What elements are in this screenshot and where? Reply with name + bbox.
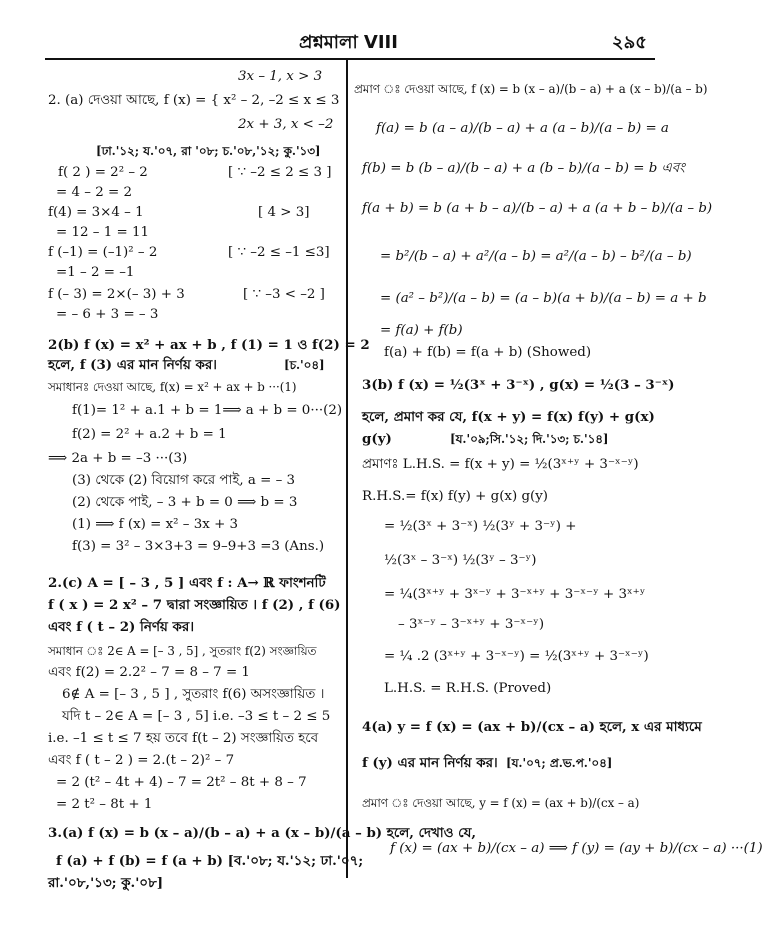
- left-text-line: 6∉ A = [– 3 , 5 ] , সুতরাং f(6) অসংজ্ঞায়িত ।: [62, 687, 325, 702]
- left-text-line: = 2 t² – 8t + 1: [56, 797, 153, 812]
- right-text-line: 3(b) f (x) = ½(3ˣ + 3⁻ˣ) , g(x) = ½(3 – 3⁻ˣ): [362, 377, 675, 393]
- page-header: [0, 28, 697, 58]
- header-rule: [45, 58, 655, 60]
- right-text-line: = b²/(b – a) + a²/(a – b) = a²/(a – b) – b²/(a – b): [380, 249, 692, 264]
- left-text-line: f(3) = 3² – 3×3+3 = 9–9+3 =3 (Ans.): [72, 539, 325, 554]
- left-text-line: f(1)= 1² + a.1 + b = 1⟹ a + b = 0···(2): [72, 403, 343, 418]
- right-text-line: f (y) এর মান নির্ণয় কর।: [362, 755, 498, 771]
- left-text-line: সমাধানঃ দেওয়া আছে, f(x) = x² + ax + b ···(1): [48, 380, 297, 394]
- left-text-line: (2) থেকে পাই, – 3 + b = 0 ⟹ b = 3: [72, 495, 298, 510]
- left-text-line: [ ∵ –3 < –2 ]: [243, 287, 325, 302]
- left-text-line: = 12 – 1 = 11: [56, 225, 150, 240]
- left-text-line: f(2) = 2² + a.2 + b = 1: [72, 427, 227, 442]
- right-text-line: হলে, প্রমাণ কর যে, f(x + y) = f(x) f(y) + g(x): [362, 409, 655, 425]
- left-text-line: f( 2 ) = 2² – 2: [58, 165, 148, 180]
- right-text-line: [য.'০৭; প্র.ভ.প.'০৪]: [506, 756, 613, 770]
- right-text-line: – 3ˣ⁻ʸ – 3⁻ˣ⁺ʸ + 3⁻ˣ⁻ʸ): [398, 617, 545, 632]
- left-text-line: =1 – 2 = –1: [56, 265, 135, 280]
- left-text-line: 3.(a) f (x) = b (x – a)/(b – a) + a (x – b)/(a – b) হলে, দেখাও যে,: [48, 825, 476, 841]
- left-text-line: f (a) + f (b) = f (a + b) [ব.'০৮; য.'১২; ঢা.'০৭;: [56, 853, 364, 869]
- right-text-line: 4(a) y = f (x) = (ax + b)/(cx – a) হলে, x এর মাধ্যমে: [362, 719, 702, 735]
- left-text-line: [ 4 > 3]: [258, 205, 310, 220]
- right-text-line: L.H.S. = R.H.S. (Proved): [384, 681, 552, 696]
- left-text-line: f ( x ) = 2 x² – 7 দ্বারা সংজ্ঞায়িত । f (2) , f (6): [48, 597, 341, 613]
- right-text-line: f(a + b) = b (a + b – a)/(b – a) + a (a + b – b)/(a – b): [362, 201, 713, 216]
- left-text-line: (3) থেকে (2) বিয়োগ করে পাই, a = – 3: [72, 473, 296, 488]
- left-text-line: [ ∵ –2 ≤ 2 ≤ 3 ]: [228, 165, 332, 180]
- chapter-title: প্রশ্নমালা VIII: [299, 32, 398, 53]
- right-text-line: = ¼ .2 (3ˣ⁺ʸ + 3⁻ˣ⁻ʸ) = ½(3ˣ⁺ʸ + 3⁻ˣ⁻ʸ): [384, 649, 649, 664]
- left-text-line: এবং f ( t – 2 ) = 2.(t – 2)² – 7: [48, 753, 235, 768]
- left-text-line: সমাধান ঃ 2∈ A = [– 3 , 5] , সুতরাং f(2) সংজ্ঞায়িত: [48, 644, 317, 658]
- left-text-line: যদি t – 2∈ A = [– 3 , 5] i.e. –3 ≤ t – 2 ≤ 5: [62, 709, 331, 724]
- right-text-line: f(b) = b (b – a)/(b – a) + a (b – b)/(a – b) = b এবং: [362, 161, 685, 176]
- right-text-line: g(y): [362, 431, 392, 447]
- left-text-line: 2(b) f (x) = x² + ax + b , f (1) = 1 ও f(2) = 2: [48, 337, 370, 353]
- right-text-line: R.H.S.= f(x) f(y) + g(x) g(y): [362, 489, 549, 504]
- left-text-line: 3x – 1, x > 3: [238, 69, 323, 84]
- left-text-line: [ঢা.'১২; য.'০৭, রা '০৮; চ.'০৮,'১২; কু.'১৩]: [96, 144, 321, 158]
- left-text-line: ⟹ 2a + b = –3 ···(3): [48, 451, 188, 466]
- left-text-line: এবং f(2) = 2.2² – 7 = 8 – 7 = 1: [48, 665, 250, 680]
- left-text-line: f (– 3) = 2×(– 3) + 3: [48, 287, 185, 302]
- left-text-line: [ ∵ –2 ≤ –1 ≤3]: [228, 245, 330, 260]
- left-text-line: 2. (a) দেওয়া আছে, f (x) = { x² – 2, –2 ≤ x ≤ 3: [48, 93, 340, 108]
- right-text-line: ½(3ˣ – 3⁻ˣ) ½(3ʸ – 3⁻ʸ): [384, 553, 537, 568]
- right-text-line: f(a) = b (a – a)/(b – a) + a (a – b)/(a – b) = a: [376, 121, 669, 136]
- page-number: ২৯৫: [611, 32, 647, 53]
- left-text-line: হলে, f (3) এর মান নির্ণয় কর।: [48, 357, 217, 373]
- left-text-line: (1) ⟹ f (x) = x² – 3x + 3: [72, 517, 239, 532]
- left-text-line: 2.(c) A = [ – 3 , 5 ] এবং f : A→ ℝ ফাংশনটি: [48, 575, 326, 591]
- column-divider: [346, 58, 348, 878]
- right-text-line: প্রমাণ ঃ দেওয়া আছে, y = f (x) = (ax + b)/(cx – a): [362, 796, 640, 810]
- right-text-line: f (x) = (ax + b)/(cx – a) ⟹ f (y) = (ay + b)/(cx – a) ···(1): [390, 841, 763, 856]
- left-text-line: রা.'০৮,'১৩; কু.'০৮]: [48, 875, 164, 891]
- right-text-line: = (a² – b²)/(a – b) = (a – b)(a + b)/(a – b) = a + b: [380, 291, 707, 306]
- right-text-line: প্রমাণ ঃ দেওয়া আছে, f (x) = b (x – a)/(b – a) + a (x – b)/(a – b): [354, 82, 708, 96]
- right-text-line: = ½(3ˣ + 3⁻ˣ) ½(3ʸ + 3⁻ʸ) +: [384, 519, 577, 534]
- right-text-line: = f(a) + f(b): [380, 323, 463, 338]
- left-text-line: f(4) = 3×4 – 1: [48, 205, 144, 220]
- left-text-line: i.e. –1 ≤ t ≤ 7 হয় তবে f(t – 2) সংজ্ঞায়িত হবে: [48, 731, 319, 746]
- right-text-line: প্রমাণঃ L.H.S. = f(x + y) = ½(3ˣ⁺ʸ + 3⁻ˣ⁻ʸ): [362, 457, 639, 472]
- left-text-line: = 4 – 2 = 2: [56, 185, 132, 200]
- left-text-line: = 2 (t² – 4t + 4) – 7 = 2t² – 8t + 8 – 7: [56, 775, 307, 790]
- right-text-line: [য.'০৯;সি.'১২; দি.'১৩; চ.'১৪]: [450, 432, 609, 446]
- left-text-line: [চ.'০৪]: [284, 358, 325, 372]
- right-text-line: = ¼(3ˣ⁺ʸ + 3ˣ⁻ʸ + 3⁻ˣ⁺ʸ + 3⁻ˣ⁻ʸ + 3ˣ⁺ʸ: [384, 587, 646, 602]
- left-text-line: = – 6 + 3 = – 3: [56, 307, 159, 322]
- left-text-line: f (–1) = (–1)² – 2: [48, 245, 158, 260]
- left-text-line: 2x + 3, x < –2: [238, 117, 334, 132]
- right-text-line: f(a) + f(b) = f(a + b) (Showed): [384, 345, 592, 360]
- left-text-line: এবং f ( t – 2) নির্ণয় কর।: [48, 619, 194, 635]
